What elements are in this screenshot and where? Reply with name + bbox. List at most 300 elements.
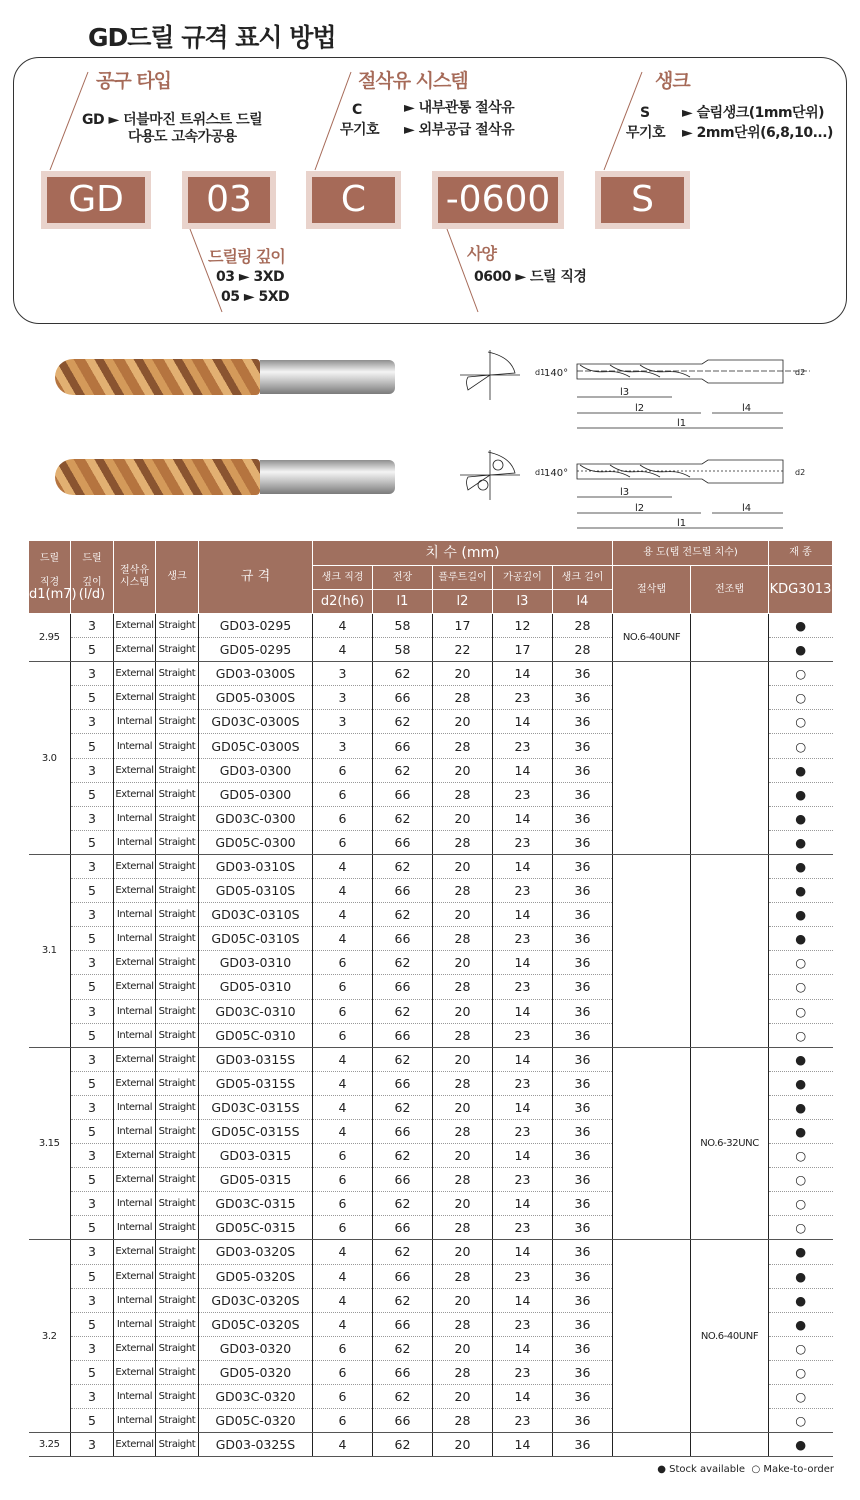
cell-spec: GD03-0320 [199,1336,313,1360]
cell-shank: Straight [156,975,199,999]
cell-l2: 28 [433,686,493,710]
cell-spec: GD05C-0315S [199,1119,313,1143]
cell-l1: 66 [373,1168,433,1192]
page-title: GD드릴 규격 표시 방법 [88,23,336,52]
cell-stock: ● [769,1047,833,1071]
cell-d2: 3 [313,662,373,686]
cell-l2: 20 [433,710,493,734]
header-shank: 생크 [156,541,199,614]
cell-l1: 66 [373,1071,433,1095]
cell-l4: 36 [553,1095,613,1119]
cell-d2: 3 [313,686,373,710]
cell-l3: 23 [493,782,553,806]
cell-l4: 36 [553,1216,613,1240]
cell-depth: 3 [71,999,114,1023]
l4-label: l4 [742,403,752,414]
cell-l1: 62 [373,1336,433,1360]
cell-l2: 20 [433,1095,493,1119]
cell-l2: 28 [433,734,493,758]
cell-l2: 17 [433,614,493,638]
cell-spec: GD03-0310S [199,854,313,878]
cell-shank: Straight [156,1336,199,1360]
cell-shank: Straight [156,854,199,878]
cell-l2: 28 [433,1168,493,1192]
cell-l2: 28 [433,1264,493,1288]
header-d2: 생크 직경 [313,566,373,590]
cell-depth: 3 [71,1095,114,1119]
cell-l4: 36 [553,1144,613,1168]
cell-l4: 36 [553,975,613,999]
cell-shank: Straight [156,1312,199,1336]
coolant-desc: ► 내부관통 절삭유 [404,100,515,116]
cell-shank: Straight [156,999,199,1023]
cell-stock: ○ [769,710,833,734]
cell-d2: 6 [313,1168,373,1192]
cell-depth: 5 [71,638,114,662]
cell-l2: 20 [433,1288,493,1312]
cell-tap-form [691,662,769,855]
cell-stock: ○ [769,686,833,710]
cell-l1: 66 [373,975,433,999]
cell-depth: 5 [71,734,114,758]
cell-d2: 6 [313,1336,373,1360]
header-spec: 규 격 [199,541,313,614]
cell-d2: 6 [313,806,373,830]
header-depth: 드릴 깊이 (l/d) [71,541,114,614]
cell-l4: 36 [553,1119,613,1143]
cell-coolant: External [114,1144,156,1168]
angle-label: 140° [544,368,569,379]
cell-l4: 36 [553,806,613,830]
cell-l2: 20 [433,1336,493,1360]
table-row [29,1047,833,1071]
cell-l1: 66 [373,1360,433,1384]
cell-l1: 66 [373,1119,433,1143]
code-depth [182,171,276,229]
code-text: S [601,177,684,223]
cell-spec: GD05C-0315 [199,1216,313,1240]
cell-spec: GD03C-0300S [199,710,313,734]
cell-spec: GD05-0295 [199,638,313,662]
cell-depth: 5 [71,1071,114,1095]
drill-dimension-diagram [440,335,840,535]
cell-stock: ○ [769,1409,833,1433]
cell-l4: 36 [553,758,613,782]
cell-d1: 3.25 [29,1433,71,1457]
cell-l4: 36 [553,1071,613,1095]
code-spec [432,171,564,229]
cell-spec: GD05C-0300 [199,830,313,854]
coolant-code: 무기호 [340,122,380,138]
l1-label: l1 [677,518,687,529]
angle-label: 140° [544,468,569,479]
cell-l1: 66 [373,927,433,951]
cell-d2: 6 [313,1023,373,1047]
depth-desc: 03 ► 3XD [216,269,285,285]
header-l4-sym: l4 [553,590,613,614]
cell-l4: 36 [553,1047,613,1071]
cell-l2: 20 [433,662,493,686]
cell-spec: GD05C-0300S [199,734,313,758]
spec-label: 사양 [467,244,496,263]
cell-coolant: Internal [114,1023,156,1047]
cell-depth: 5 [71,1312,114,1336]
coolant-desc: ► 외부공급 절삭유 [404,122,515,138]
cell-stock: ● [769,758,833,782]
cell-shank: Straight [156,1240,199,1264]
cell-shank: Straight [156,1071,199,1095]
header-dims: 치 수 (mm) [313,541,613,566]
cell-l1: 66 [373,830,433,854]
cell-l4: 36 [553,903,613,927]
cell-d2: 4 [313,638,373,662]
header-l1: 전장 [373,566,433,590]
cell-tap-cut: NO.6-40UNF [613,614,691,662]
cell-spec: GD03C-0315S [199,1095,313,1119]
header-tap-cut: 절삭탭 [613,566,691,614]
cell-l1: 66 [373,1216,433,1240]
d2-label: d2 [795,368,806,377]
cell-stock: ● [769,638,833,662]
cell-stock: ● [769,927,833,951]
cell-depth: 3 [71,710,114,734]
cell-l2: 20 [433,806,493,830]
header-d1: 드릴 직경 d1(m7) [29,541,71,614]
cell-coolant: External [114,1264,156,1288]
cell-l2: 20 [433,951,493,975]
cell-l1: 62 [373,1192,433,1216]
code-tool-type [41,171,151,229]
cell-coolant: External [114,782,156,806]
cell-coolant: Internal [114,1385,156,1409]
cell-l3: 14 [493,1240,553,1264]
cell-spec: GD05-0320S [199,1264,313,1288]
code-text: GD [47,177,145,223]
cell-l4: 36 [553,662,613,686]
cell-depth: 3 [71,1192,114,1216]
cell-d1: 3.15 [29,1047,71,1240]
cell-coolant: Internal [114,806,156,830]
cell-stock: ○ [769,662,833,686]
cell-depth: 3 [71,903,114,927]
cell-stock: ○ [769,951,833,975]
cell-shank: Straight [156,1023,199,1047]
cell-depth: 5 [71,686,114,710]
cell-l3: 14 [493,1047,553,1071]
cell-tap-form [691,854,769,1047]
cell-l4: 36 [553,1264,613,1288]
cell-spec: GD05C-0320 [199,1409,313,1433]
cell-stock: ● [769,854,833,878]
cell-d2: 4 [313,1288,373,1312]
cell-l2: 20 [433,1047,493,1071]
cell-l2: 28 [433,830,493,854]
code-coolant [306,171,401,229]
cell-shank: Straight [156,1216,199,1240]
cell-l4: 36 [553,1360,613,1384]
cell-tap-cut [613,1240,691,1433]
spec-table [28,540,833,1457]
cell-coolant: External [114,1433,156,1457]
cell-tap-form: NO.6-32UNC [691,1047,769,1240]
header-material: 재 종 [769,541,833,566]
cell-l4: 28 [553,614,613,638]
cell-shank: Straight [156,1144,199,1168]
cell-coolant: External [114,686,156,710]
cell-l2: 28 [433,782,493,806]
cell-spec: GD03C-0310S [199,903,313,927]
cell-d2: 4 [313,903,373,927]
cell-d2: 6 [313,1192,373,1216]
cell-l2: 28 [433,927,493,951]
cell-d2: 3 [313,734,373,758]
cell-l4: 36 [553,1168,613,1192]
cell-l1: 66 [373,1023,433,1047]
cell-l4: 36 [553,1336,613,1360]
cell-l3: 14 [493,1288,553,1312]
cell-l2: 20 [433,1144,493,1168]
cell-shank: Straight [156,1288,199,1312]
cell-depth: 5 [71,1409,114,1433]
cell-l4: 36 [553,782,613,806]
cell-spec: GD03-0300 [199,758,313,782]
cell-l2: 28 [433,1216,493,1240]
l4-label: l4 [742,503,752,514]
shank-code: S [640,105,650,121]
cell-l3: 14 [493,951,553,975]
cell-l2: 20 [433,903,493,927]
cell-tap-form [691,1433,769,1457]
cell-spec: GD05C-0310 [199,1023,313,1047]
cell-stock: ○ [769,1360,833,1384]
cell-depth: 3 [71,758,114,782]
cell-tap-cut [613,1047,691,1240]
cell-coolant: Internal [114,1119,156,1143]
cell-shank: Straight [156,879,199,903]
cell-depth: 5 [71,1216,114,1240]
cell-d2: 4 [313,1095,373,1119]
cell-d2: 6 [313,1409,373,1433]
cell-coolant: External [114,1336,156,1360]
cell-stock: ○ [769,1192,833,1216]
cell-coolant: Internal [114,927,156,951]
cell-l3: 14 [493,710,553,734]
cell-stock: ● [769,1095,833,1119]
cell-d2: 4 [313,1264,373,1288]
cell-tap-cut [613,662,691,855]
cell-l4: 36 [553,927,613,951]
table-row [29,614,833,638]
cell-coolant: External [114,1240,156,1264]
cell-d1: 3.0 [29,662,71,855]
cell-shank: Straight [156,951,199,975]
cell-stock: ○ [769,1216,833,1240]
cell-l2: 28 [433,1360,493,1384]
cell-shank: Straight [156,1385,199,1409]
cell-coolant: Internal [114,1288,156,1312]
cell-spec: GD03-0295 [199,614,313,638]
cell-l1: 62 [373,854,433,878]
cell-d2: 6 [313,1216,373,1240]
cell-d2: 4 [313,614,373,638]
cell-depth: 3 [71,806,114,830]
cell-shank: Straight [156,1168,199,1192]
cell-l4: 36 [553,879,613,903]
cell-coolant: External [114,1168,156,1192]
cell-l3: 14 [493,1144,553,1168]
cell-l4: 36 [553,686,613,710]
cell-stock: ○ [769,1144,833,1168]
cell-spec: GD03C-0300 [199,806,313,830]
cell-shank: Straight [156,710,199,734]
cell-d2: 4 [313,1433,373,1457]
cell-l4: 36 [553,710,613,734]
cell-shank: Straight [156,1264,199,1288]
cell-l2: 28 [433,1119,493,1143]
cell-l3: 23 [493,1023,553,1047]
cell-l1: 62 [373,999,433,1023]
cell-l3: 23 [493,1264,553,1288]
end-view-icon [460,350,520,400]
cell-shank: Straight [156,1433,199,1457]
table-row [29,1240,833,1264]
cell-spec: GD03C-0310 [199,999,313,1023]
cell-d2: 6 [313,1360,373,1384]
cell-spec: GD05-0300 [199,782,313,806]
cell-spec: GD05C-0320S [199,1312,313,1336]
cell-l3: 14 [493,662,553,686]
coolant-code: C [352,102,362,118]
cell-shank: Straight [156,830,199,854]
cell-l1: 66 [373,1409,433,1433]
spec-table-body [29,614,833,1457]
cell-tap-cut [613,854,691,1047]
cell-spec: GD05-0300S [199,686,313,710]
cell-stock: ○ [769,1023,833,1047]
cell-shank: Straight [156,758,199,782]
code-text: 03 [188,177,270,223]
cell-l4: 36 [553,951,613,975]
cell-coolant: External [114,758,156,782]
l3-label: l3 [620,387,630,398]
cell-depth: 3 [71,1336,114,1360]
cell-l3: 23 [493,1409,553,1433]
cell-stock: ● [769,879,833,903]
cell-shank: Straight [156,638,199,662]
cell-coolant: Internal [114,999,156,1023]
cell-depth: 3 [71,1240,114,1264]
header-coolant: 절삭유 시스템 [114,541,156,614]
cell-d2: 4 [313,1071,373,1095]
cell-stock: ● [769,903,833,927]
cell-l1: 62 [373,1385,433,1409]
cell-shank: Straight [156,1047,199,1071]
cell-depth: 3 [71,1385,114,1409]
shank-code: 무기호 [626,125,666,141]
cell-l1: 62 [373,1240,433,1264]
d2-label: d2 [795,468,806,477]
cell-l3: 23 [493,1216,553,1240]
cell-depth: 5 [71,830,114,854]
cell-l1: 66 [373,1264,433,1288]
cell-d1: 3.2 [29,1240,71,1433]
cell-l1: 62 [373,758,433,782]
cell-shank: Straight [156,686,199,710]
header-d2-sym: d2(h6) [313,590,373,614]
cell-d2: 6 [313,975,373,999]
cell-l2: 22 [433,638,493,662]
cell-spec: GD05-0310S [199,879,313,903]
cell-shank: Straight [156,734,199,758]
cell-stock: ● [769,1240,833,1264]
cell-shank: Straight [156,1360,199,1384]
cell-spec: GD03C-0320 [199,1385,313,1409]
cell-l3: 23 [493,1168,553,1192]
cell-coolant: Internal [114,1409,156,1433]
cell-d2: 4 [313,927,373,951]
cell-coolant: External [114,879,156,903]
cell-depth: 5 [71,782,114,806]
cell-coolant: External [114,1360,156,1384]
cell-shank: Straight [156,903,199,927]
cell-l2: 28 [433,1312,493,1336]
cell-coolant: External [114,614,156,638]
cell-shank: Straight [156,1192,199,1216]
cell-l4: 36 [553,1023,613,1047]
cell-l3: 23 [493,734,553,758]
cell-stock: ○ [769,1168,833,1192]
cell-d2: 6 [313,1144,373,1168]
depth-label: 드릴링 깊이 [208,247,285,266]
cell-d1: 3.1 [29,854,71,1047]
cell-stock: ● [769,806,833,830]
cell-spec: GD05-0320 [199,1360,313,1384]
cell-spec: GD03-0300S [199,662,313,686]
cell-coolant: External [114,951,156,975]
cell-tap-form: NO.6-40UNF [691,1240,769,1433]
cell-spec: GD03-0325S [199,1433,313,1457]
shank-desc: ► 슬림생크(1mm단위) [682,105,824,121]
cell-l1: 66 [373,879,433,903]
cell-l4: 36 [553,734,613,758]
cell-l1: 62 [373,1433,433,1457]
cell-coolant: Internal [114,830,156,854]
cell-l2: 28 [433,1071,493,1095]
cell-stock: ○ [769,975,833,999]
cell-stock: ● [769,1288,833,1312]
cell-depth: 3 [71,1144,114,1168]
cell-d2: 6 [313,999,373,1023]
cell-l4: 36 [553,1433,613,1457]
cell-l1: 62 [373,951,433,975]
cell-depth: 5 [71,975,114,999]
cell-l4: 36 [553,1312,613,1336]
depth-desc: 05 ► 5XD [221,289,290,305]
cell-stock: ● [769,782,833,806]
cell-l4: 28 [553,638,613,662]
cell-l2: 28 [433,1023,493,1047]
cell-depth: 5 [71,1168,114,1192]
cell-shank: Straight [156,927,199,951]
cell-d2: 4 [313,1119,373,1143]
cell-tap-cut [613,1433,691,1457]
cell-depth: 3 [71,854,114,878]
cell-l2: 28 [433,975,493,999]
cell-spec: GD05-0315S [199,1071,313,1095]
cell-d2: 3 [313,710,373,734]
cell-stock: ○ [769,1336,833,1360]
cell-shank: Straight [156,782,199,806]
